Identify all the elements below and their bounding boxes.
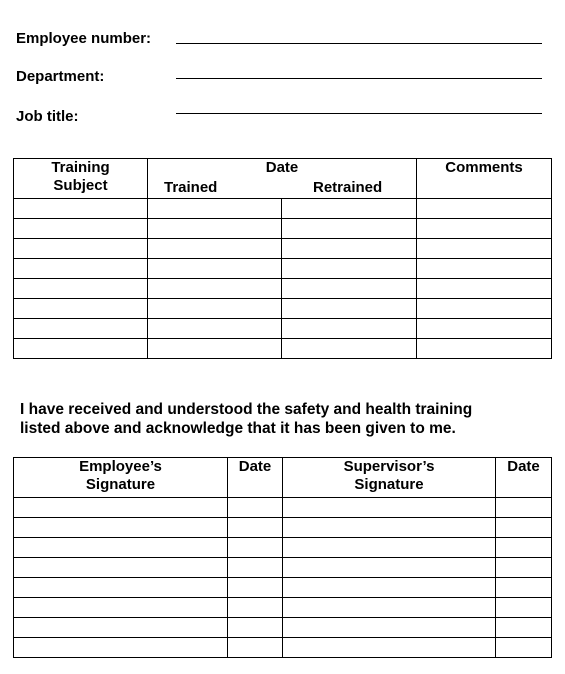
table-cell[interactable] [496, 518, 552, 538]
job-title-label: Job title: [16, 108, 79, 125]
table-cell[interactable] [14, 259, 148, 279]
date-header-label: Date [238, 458, 272, 475]
table-cell[interactable] [14, 598, 228, 618]
table-cell[interactable] [282, 219, 417, 239]
supervisor-signature-header-line2: Signature [354, 476, 424, 493]
table-cell[interactable] [14, 518, 228, 538]
table-cell[interactable] [496, 598, 552, 618]
employee-signature-header-line2: Signature [85, 476, 156, 493]
table-row [14, 299, 552, 319]
table-cell[interactable] [148, 279, 282, 299]
table-cell[interactable] [14, 558, 228, 578]
table-row [14, 578, 552, 598]
date-header [228, 458, 283, 498]
table-cell[interactable] [283, 638, 496, 658]
training-subject-header-line2: Subject [53, 177, 108, 194]
acknowledgement-line2: listed above and acknowledge that it has been given to me. [20, 420, 456, 437]
table-cell[interactable] [148, 259, 282, 279]
table-cell[interactable] [283, 618, 496, 638]
table-cell[interactable] [282, 319, 417, 339]
date-header [148, 159, 417, 199]
supervisor-signature-header-line1: Supervisor’s [343, 458, 435, 475]
signature-table [13, 457, 552, 658]
table-cell[interactable] [496, 558, 552, 578]
table-cell[interactable] [417, 199, 552, 219]
table-cell[interactable] [14, 279, 148, 299]
table-row [14, 498, 552, 518]
trained-header: Trained [164, 179, 218, 196]
table-cell[interactable] [417, 319, 552, 339]
table-cell[interactable] [14, 239, 148, 259]
table-cell[interactable] [496, 498, 552, 518]
table-cell[interactable] [417, 279, 552, 299]
table-cell[interactable] [283, 498, 496, 518]
table-row [14, 339, 552, 359]
training-table [13, 158, 552, 359]
date-header [496, 458, 552, 498]
table-cell[interactable] [14, 498, 228, 518]
table-cell[interactable] [496, 578, 552, 598]
table-cell[interactable] [496, 538, 552, 558]
table-cell[interactable] [283, 578, 496, 598]
employee-signature-header-line1: Employee’s [79, 458, 162, 475]
table-row [14, 279, 552, 299]
employee-number-label: Employee number: [16, 30, 152, 47]
employee-number-line[interactable] [176, 43, 542, 44]
table-row [14, 638, 552, 658]
table-cell[interactable] [148, 319, 282, 339]
table-cell[interactable] [282, 279, 417, 299]
job-title-line[interactable] [176, 113, 542, 114]
table-cell[interactable] [228, 558, 283, 578]
table-cell[interactable] [283, 518, 496, 538]
table-cell[interactable] [148, 239, 282, 259]
table-cell[interactable] [417, 219, 552, 239]
table-cell[interactable] [228, 578, 283, 598]
table-cell[interactable] [283, 538, 496, 558]
supervisor-signature-header [283, 458, 496, 498]
table-cell[interactable] [282, 239, 417, 259]
acknowledgement-line1: I have received and understood the safety and health training [20, 401, 473, 418]
table-cell[interactable] [496, 638, 552, 658]
table-cell[interactable] [496, 618, 552, 638]
table-cell[interactable] [148, 299, 282, 319]
table-cell[interactable] [14, 578, 228, 598]
table-cell[interactable] [148, 339, 282, 359]
table-cell[interactable] [14, 319, 148, 339]
table-cell[interactable] [282, 259, 417, 279]
table-cell[interactable] [282, 299, 417, 319]
table-cell[interactable] [14, 638, 228, 658]
table-row [14, 598, 552, 618]
department-label: Department: [16, 68, 105, 85]
retrained-header: Retrained [313, 179, 383, 196]
table-cell[interactable] [228, 518, 283, 538]
table-cell[interactable] [14, 219, 148, 239]
table-cell[interactable] [228, 538, 283, 558]
table-cell[interactable] [417, 259, 552, 279]
date-header-label: Date [507, 458, 540, 475]
table-cell[interactable] [283, 558, 496, 578]
table-cell[interactable] [14, 339, 148, 359]
table-row [14, 319, 552, 339]
table-cell[interactable] [417, 239, 552, 259]
training-subject-header-line1: Training [51, 159, 110, 176]
table-cell[interactable] [14, 199, 148, 219]
employee-signature-header [14, 458, 228, 498]
table-row [14, 199, 552, 219]
table-cell[interactable] [228, 498, 283, 518]
table-row [14, 538, 552, 558]
table-cell[interactable] [282, 339, 417, 359]
table-row [14, 219, 552, 239]
table-cell[interactable] [228, 598, 283, 618]
comments-header [417, 159, 552, 199]
table-cell[interactable] [14, 299, 148, 319]
table-cell[interactable] [228, 638, 283, 658]
table-row [14, 239, 552, 259]
table-cell[interactable] [14, 618, 228, 638]
table-cell[interactable] [14, 538, 228, 558]
table-row [14, 259, 552, 279]
table-row [14, 558, 552, 578]
table-cell[interactable] [148, 199, 282, 219]
department-line[interactable] [176, 78, 542, 79]
table-cell[interactable] [282, 199, 417, 219]
comments-header-label: Comments [445, 159, 523, 176]
table-cell[interactable] [417, 299, 552, 319]
acknowledgement-statement [20, 400, 472, 438]
table-cell[interactable] [228, 618, 283, 638]
table-cell[interactable] [283, 598, 496, 618]
table-cell[interactable] [417, 339, 552, 359]
table-cell[interactable] [148, 219, 282, 239]
training-subject-header [14, 159, 148, 199]
table-row [14, 518, 552, 538]
table-row [14, 618, 552, 638]
date-header-label: Date [265, 159, 299, 176]
